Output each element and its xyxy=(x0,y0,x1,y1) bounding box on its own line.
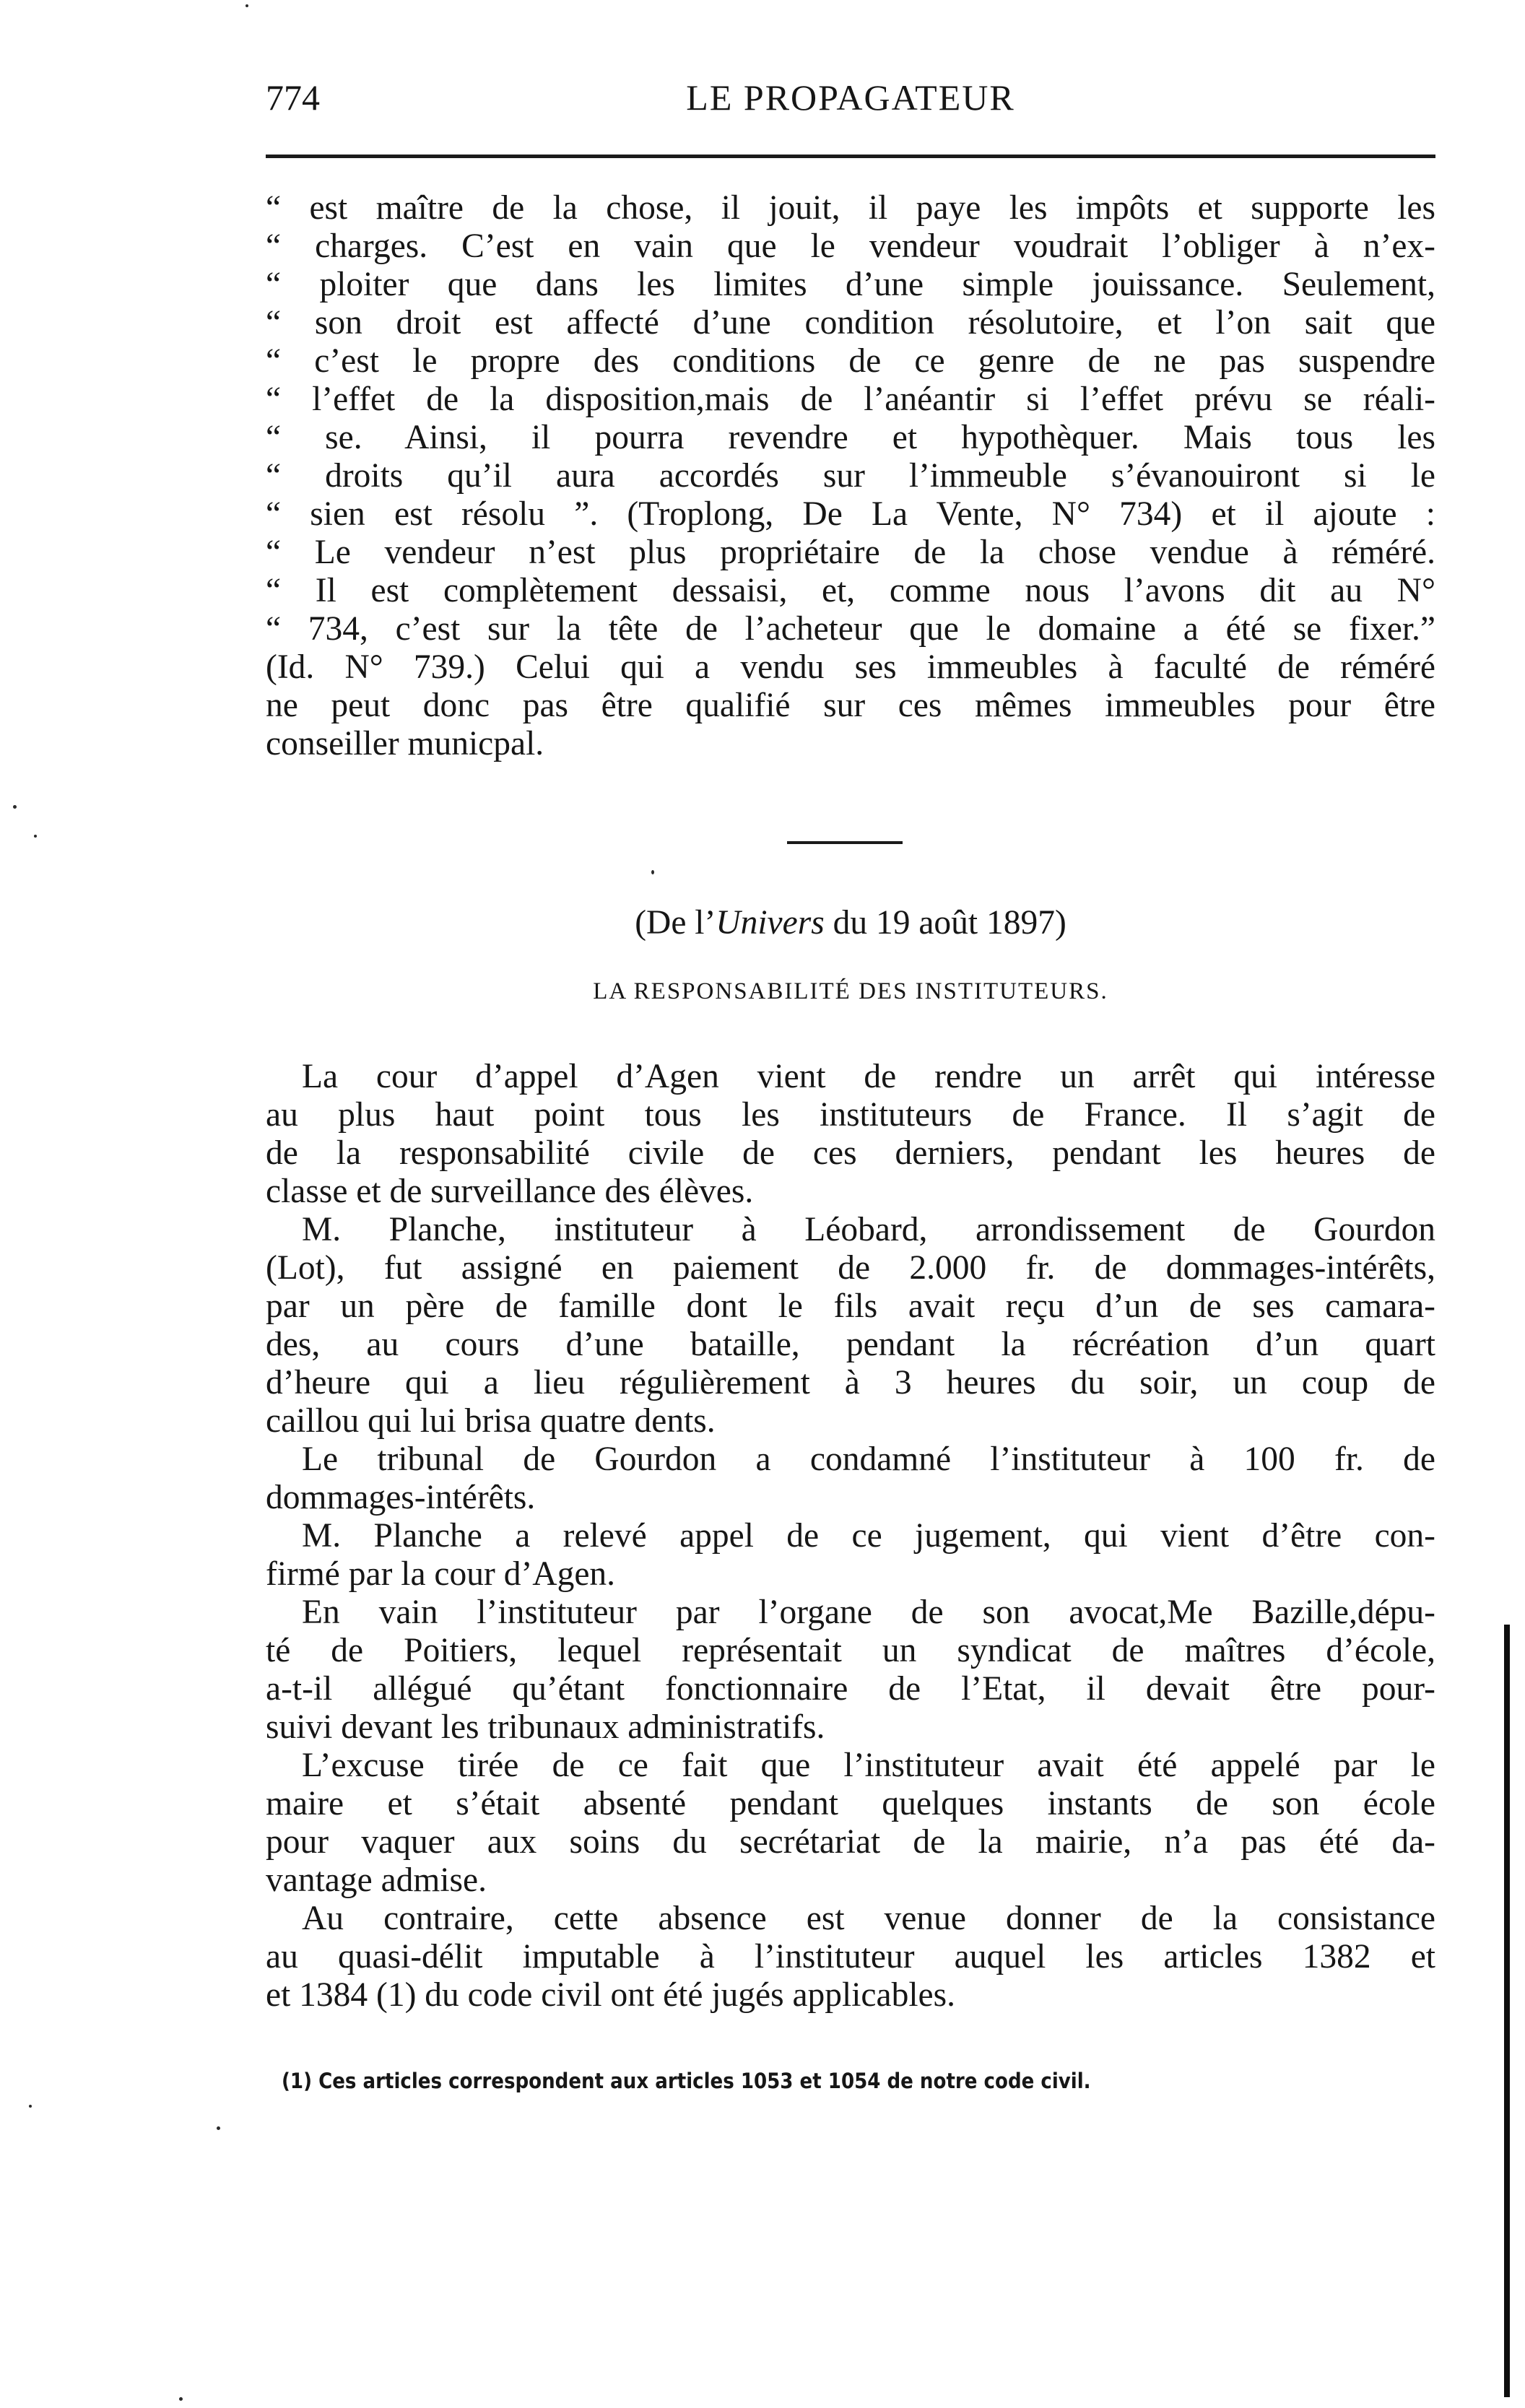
quote-line: “ 734, c’est sur la tête de l’acheteur que le domaine a été se fixer.” xyxy=(266,610,1435,648)
paragraph-line: La cour d’appel d’Agen vient de rendre un arrêt qui intéresse xyxy=(302,1058,1435,1095)
paragraph-line: vantage admise. xyxy=(266,1861,487,1899)
paragraph-line: (Lot), fut assigné en paiement de 2.000 fr. de dommages-intérêts, xyxy=(266,1249,1435,1287)
quote-line: conseiller municpal. xyxy=(266,725,544,762)
quote-line: “ Le vendeur n’est plus propriétaire de la chose vendue à réméré. xyxy=(266,534,1435,571)
quote-line: ne peut donc pas être qualifié sur ces mêmes immeubles pour être xyxy=(266,687,1435,724)
running-title: LE PROPAGATEUR xyxy=(686,77,1015,118)
paragraph-line: dommages-intérêts. xyxy=(266,1479,536,1516)
paragraph xyxy=(266,1058,1435,1211)
page-header xyxy=(266,72,1435,123)
journal-name: Univers xyxy=(716,904,825,942)
paragraph-line: pour vaquer aux soins du secrétariat de la mairie, n’a pas été da- xyxy=(266,1823,1435,1861)
paragraph xyxy=(266,1747,1435,1900)
scan-speck xyxy=(217,2126,220,2130)
header-rule xyxy=(266,155,1435,158)
paragraph xyxy=(266,1211,1435,1440)
scan-speck xyxy=(29,2105,32,2108)
paragraph xyxy=(266,1517,1435,1594)
paragraph xyxy=(266,1900,1435,2014)
paragraph-line: Le tribunal de Gourdon a condamné l’instituteur à 100 fr. de xyxy=(302,1440,1435,1478)
quote-line: “ est maître de la chose, il jouit, il paye les impôts et supporte les xyxy=(266,189,1435,227)
paragraph-line: caillou qui lui brisa quatre dents. xyxy=(266,1402,716,1440)
page-number: 774 xyxy=(266,77,320,118)
paragraph-line: firmé par la cour d’Agen. xyxy=(266,1555,616,1593)
paragraph-line: d’heure qui a lieu régulièrement à 3 heures du soir, un coup de xyxy=(266,1364,1435,1401)
scan-speck xyxy=(13,805,17,809)
scan-speck xyxy=(34,835,37,838)
quote-line: “ l’effet de la disposition,mais de l’anéantir si l’effet prévu se réali- xyxy=(266,381,1435,418)
section-separator xyxy=(787,841,903,844)
footnote: (1) Ces articles correspondent aux articles 1053 et 1054 de notre code civil. xyxy=(282,2069,1091,2093)
paragraph xyxy=(266,1440,1435,1517)
source-prefix: (De l’ xyxy=(635,904,716,942)
paragraph xyxy=(266,1594,1435,1747)
quote-line: “ c’est le propre des conditions de ce genre de ne pas suspendre xyxy=(266,342,1435,380)
quotation-block xyxy=(266,189,1435,763)
section-title: LA RESPONSABILITÉ DES INSTITUTEURS. xyxy=(593,978,1108,1004)
scan-speck xyxy=(246,4,248,7)
paragraph-line: té de Poitiers, lequel représentait un syndicat de maîtres d’école, xyxy=(266,1632,1435,1669)
paragraph-line: de la responsabilité civile de ces derniers, pendant les heures de xyxy=(266,1134,1435,1172)
article-body xyxy=(266,1058,1435,2014)
quote-line: “ ploiter que dans les limites d’une simple jouissance. Seulement, xyxy=(266,266,1435,303)
scan-edge-mark xyxy=(1504,1625,1510,2397)
paragraph-line: M. Planche a relevé appel de ce jugement, qui vient d’être con- xyxy=(302,1517,1435,1555)
quote-line: “ charges. C’est en vain que le vendeur voudrait l’obliger à n’ex- xyxy=(266,227,1435,265)
paragraph-line: a-t-il allégué qu’étant fonctionnaire de l’Etat, il devait être pour- xyxy=(266,1670,1435,1708)
paragraph-line: Au contraire, cette absence est venue donner de la consistance xyxy=(302,1900,1435,1937)
paragraph-line: et 1384 (1) du code civil ont été jugés applicables. xyxy=(266,1976,955,2014)
paragraph-line: classe et de surveillance des élèves. xyxy=(266,1173,754,1210)
paragraph-line: des, au cours d’une bataille, pendant la récréation d’un quart xyxy=(266,1326,1435,1363)
source-citation xyxy=(266,901,1435,944)
quote-line: “ droits qu’il aura accordés sur l’immeuble s’évanouiront si le xyxy=(266,457,1435,495)
quote-line: “ sien est résolu ”. (Troplong, De La Vente, N° 734) et il ajoute : xyxy=(266,495,1435,533)
paragraph-line: par un père de famille dont le fils avait reçu d’un de ses camara- xyxy=(266,1287,1435,1325)
paragraph-line: maire et s’était absenté pendant quelques instants de son école xyxy=(266,1785,1435,1822)
quote-line: “ son droit est affecté d’une condition résolutoire, et l’on sait que xyxy=(266,304,1435,342)
paragraph-line: M. Planche, instituteur à Léobard, arrondissement de Gourdon xyxy=(302,1211,1435,1248)
quote-line: “ Il est complètement dessaisi, et, comme nous l’avons dit au N° xyxy=(266,572,1435,609)
scan-speck xyxy=(179,2397,183,2401)
quote-line: “ se. Ainsi, il pourra revendre et hypothèquer. Mais tous les xyxy=(266,419,1435,456)
paragraph-line: L’excuse tirée de ce fait que l’instituteur avait été appelé par le xyxy=(302,1747,1435,1784)
scan-speck xyxy=(651,870,654,874)
paragraph-line: En vain l’instituteur par l’organe de son avocat,Me Bazille,dépu- xyxy=(302,1594,1435,1631)
paragraph-line: au plus haut point tous les instituteurs de France. Il s’agit de xyxy=(266,1096,1435,1134)
quote-line: (Id. N° 739.) Celui qui a vendu ses immeubles à faculté de réméré xyxy=(266,648,1435,686)
paragraph-line: au quasi-délit imputable à l’instituteur auquel les articles 1382 et xyxy=(266,1938,1435,1975)
paragraph-line: suivi devant les tribunaux administratifs. xyxy=(266,1708,825,1746)
source-suffix: du 19 août 1897) xyxy=(824,904,1066,942)
